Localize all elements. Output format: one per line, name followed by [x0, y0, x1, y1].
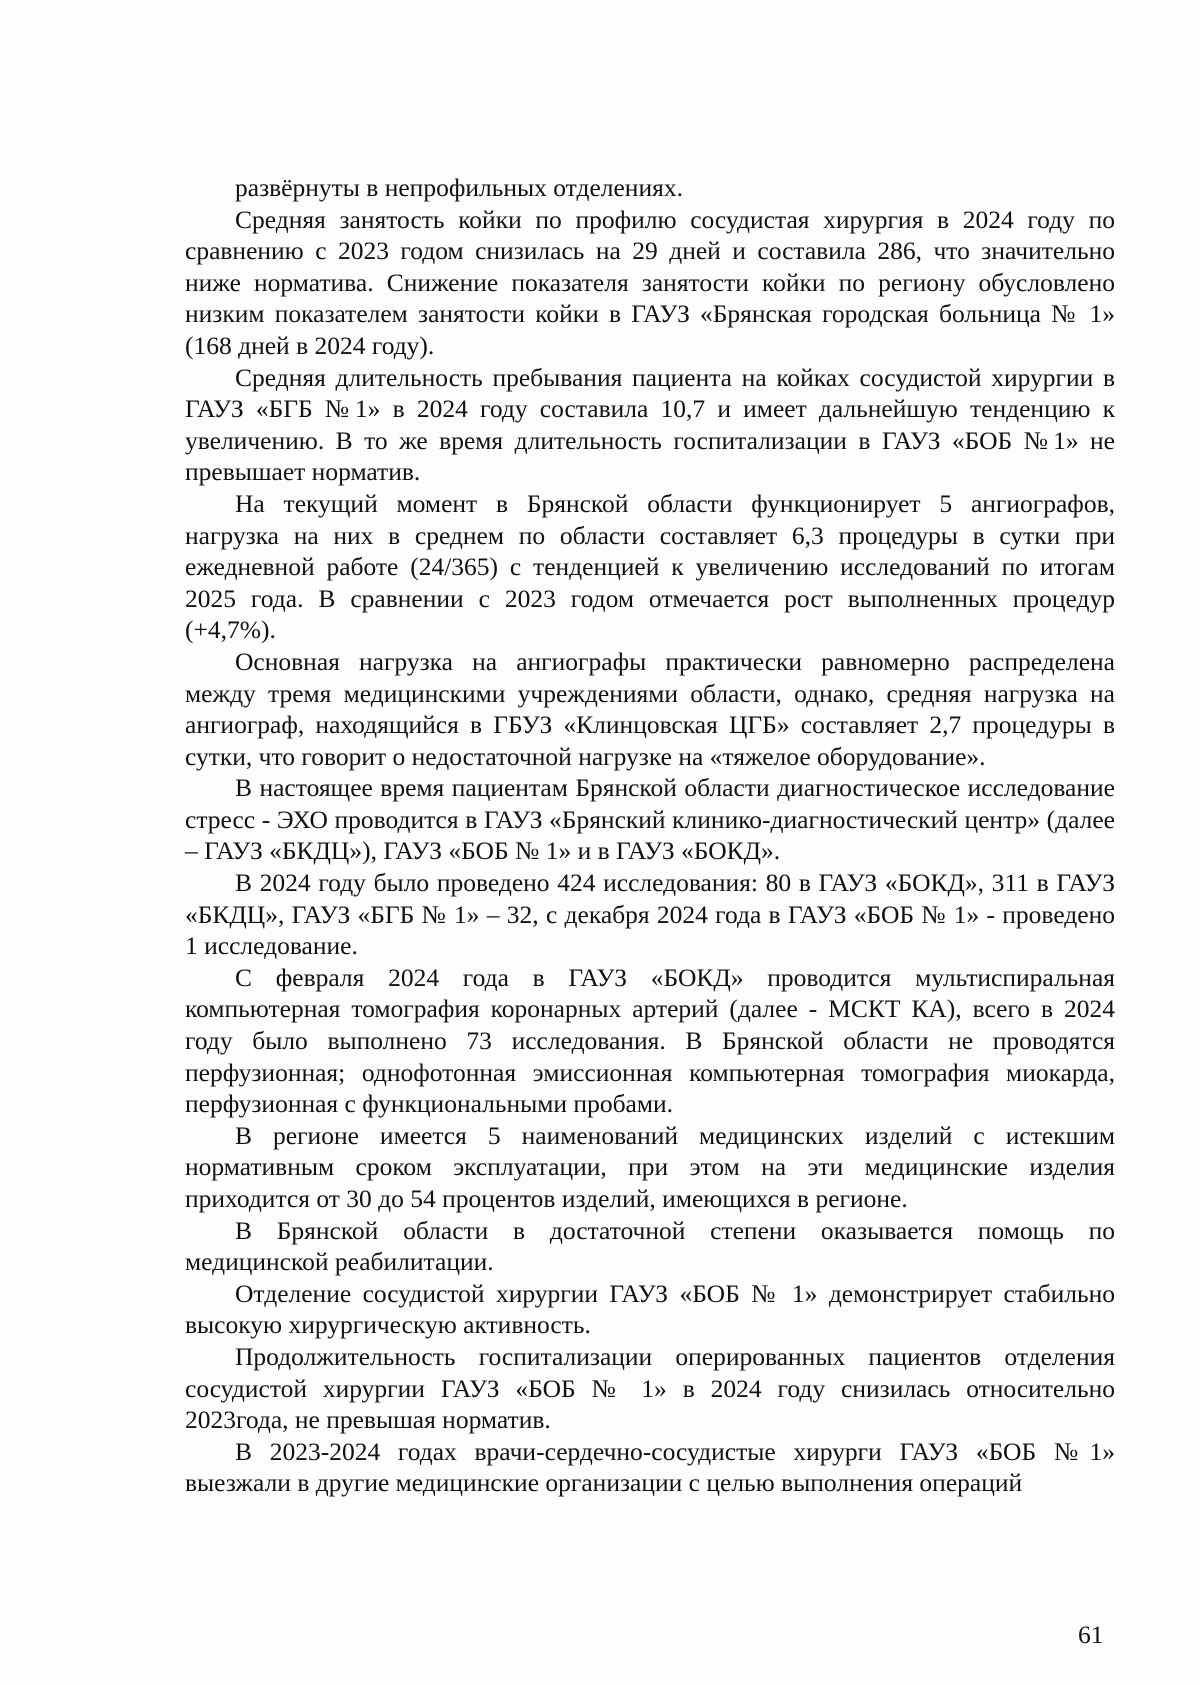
paragraph-rehabilitation: В Брянской области в достаточной степени оказывается помощь по медицинской реабилитации. — [185, 1215, 1115, 1277]
paragraph-stress-echo: В настоящее время пациентам Брянской области диагностическое исследование стресс - ЭХО проводится в ГАУЗ «Брянский клинико-диагностический центр» (далее – ГАУЗ «БКДЦ»), ГАУЗ «БОБ № 1» и в ГАУЗ «БОКД». — [185, 773, 1115, 866]
paragraph-length-of-stay: Средняя длительность пребывания пациента на койках сосудистой хирургии в ГАУЗ «БГБ №1» в 2024 году составила 10,7 и имеет дальнейшую тенденцию к увеличению. В то же время длительность госпитализации в ГАУЗ «БОБ №1» не превышает норматив. — [185, 362, 1115, 487]
paragraph-angiograph-load: Основная нагрузка на ангиографы практически равномерно распределена между тремя медицинскими учреждениями области, однако, средняя нагрузка на ангиограф, находящийся в ГБУЗ «Клинцовская ЦГБ» составляет 2,7 процедуры в сутки, что говорит о недостаточной нагрузке на «тяжелое оборудование». — [185, 646, 1115, 771]
page-number: 61 — [1078, 1620, 1104, 1649]
paragraph-angiographs: На текущий момент в Брянской области функционирует 5 ангиографов, нагрузка на них в среднем по области составляет 6,3 процедуры в сутки при ежедневной работе (24/365) с тенденцией к увеличению исследований по итогам 2025 года. В сравнении с 2023 годом отмечается рост выполненных процедур (+4,7%). — [185, 488, 1115, 645]
paragraph-hospitalization-duration: Продолжительность госпитализации оперированных пациентов отделения сосудистой хирургии ГАУЗ «БОБ № 1» в 2024 году снизилась относительно 2023года, не превышая норматив. — [185, 1341, 1115, 1435]
paragraph-bed-occupancy: Средняя занятость койки по профилю сосудистая хирургия в 2024 году по сравнению с 2023 годом снизилась на 29 дней и составила 286, что значительно ниже норматива. Снижение показателя занятости койки по региону обусловлено низким показателем занятости койки в ГАУЗ «Брянская городская больница № 1» (168 дней в 2024 году). — [185, 204, 1115, 360]
paragraph-medical-devices: В регионе имеется 5 наименований медицинских изделий с истекшим нормативным сроком эксплуатации, при этом на эти медицинские изделия приходится от 30 до 54 процентов изделий, имеющихся в регионе. — [185, 1120, 1115, 1213]
paragraph-surgeon-visits: В 2023-2024 годах врачи-сердечно-сосудистые хирурги ГАУЗ «БОБ №1» выезжали в другие медицинские организации с целью выполнения операций — [185, 1436, 1115, 1498]
paragraph-studies-2024: В 2024 году было проведено 424 исследования: 80 в ГАУЗ «БОКД», 311 в ГАУЗ «БКДЦ», ГАУЗ «БГБ № 1» – 32, с декабря 2024 года в ГАУЗ «БОБ № 1» - проведено 1 исследование. — [185, 868, 1115, 961]
paragraph-continuation: развёрнуты в непрофильных отделениях. — [235, 173, 683, 202]
document-body — [185, 172, 1115, 1499]
paragraph-msct: С февраля 2024 года в ГАУЗ «БОКД» проводится мультиспиральная компьютерная томография коронарных артерий (далее - МСКТ КА), всего в 2024 году было выполнено 73 исследования. В Брянской области не проводятся перфузионная; однофотонная эмиссионная компьютерная томография миокарда, перфузионная с функциональными пробами. — [185, 962, 1115, 1119]
paragraph-surgical-activity: Отделение сосудистой хирургии ГАУЗ «БОБ № 1» демонстрирует стабильно высокую хирургическую активность. — [185, 1278, 1115, 1340]
